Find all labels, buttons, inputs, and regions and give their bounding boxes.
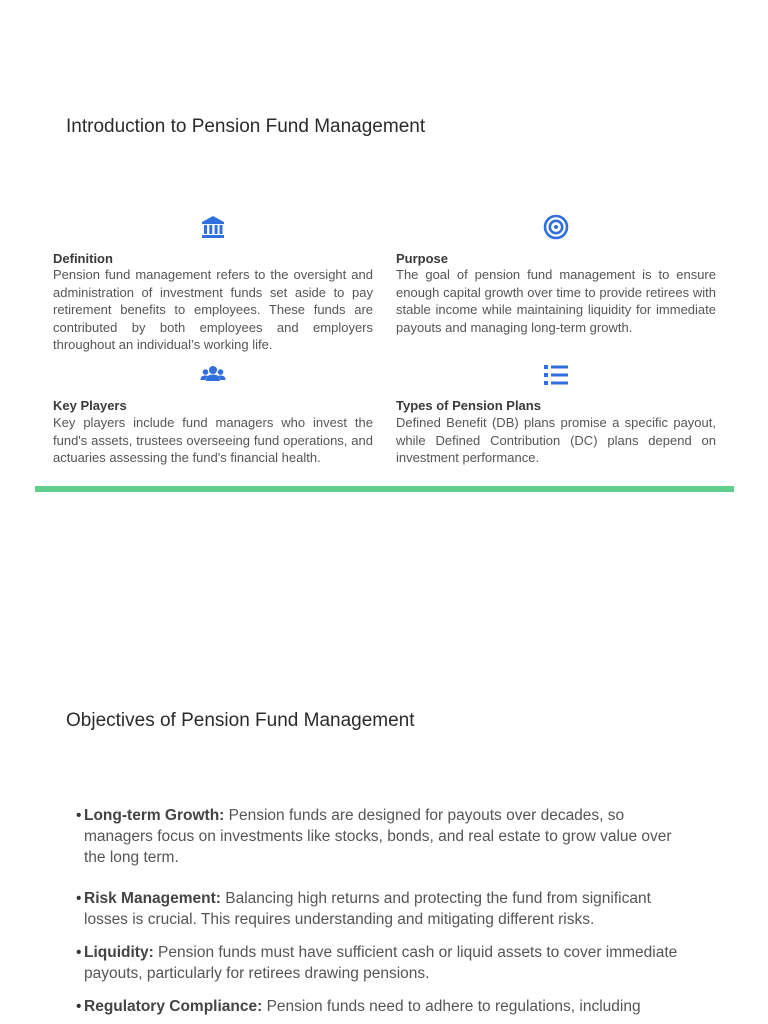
objectives-list	[76, 805, 696, 1017]
card-heading: Definition	[53, 251, 113, 266]
objective-text: Pension funds need to adhere to regulations, including	[262, 998, 641, 1015]
bullet: •	[76, 890, 82, 907]
accent-divider	[35, 486, 734, 492]
objective-text: Pension funds are designed for payouts over decades, so managers focus on investments like stocks, bonds, and real estate to grow value over the long term.	[84, 807, 672, 866]
list-item	[76, 805, 696, 868]
bank-icon	[200, 214, 226, 240]
objective-term: Regulatory Compliance:	[84, 998, 263, 1015]
card-types-of-plans	[396, 360, 716, 490]
objective-text: Pension funds must have sufficient cash or liquid assets to cover immediate payouts, particularly for retirees drawing pensions.	[84, 944, 678, 982]
objective-term: Risk Management:	[84, 890, 221, 907]
card-heading: Types of Pension Plans	[396, 398, 541, 413]
objective-text: Balancing high returns and protecting the fund from significant losses is crucial. This requires understanding and mitigating different risks.	[84, 890, 651, 928]
bullet: •	[76, 998, 82, 1015]
card-purpose	[396, 210, 716, 360]
slide-title-introduction: Introduction to Pension Fund Management	[66, 116, 426, 137]
target-icon	[543, 214, 569, 240]
card-key-players	[53, 360, 373, 490]
card-text: Pension fund management refers to the oversight and administration of investment funds set aside to pay retirement benefits to employees. These funds are contributed by both employees and employers throughout an individual’s working life.	[53, 267, 373, 352]
users-icon	[200, 362, 226, 388]
card-text: The goal of pension fund management is to ensure enough capital growth over time to provide retirees with stable income while maintaining liquidity for immediate payouts and managing long-term growth.	[396, 267, 716, 335]
list-icon	[543, 362, 569, 388]
list-item	[76, 942, 696, 984]
card-text: Key players include fund managers who invest the fund's assets, trustees overseeing fund operations, and actuaries assessing the fund's financial health.	[53, 415, 373, 465]
slide-title-objectives: Objectives of Pension Fund Management	[66, 710, 415, 731]
bullet: •	[76, 807, 82, 824]
card-heading: Purpose	[396, 251, 449, 266]
objective-term: Long-term Growth:	[84, 807, 225, 824]
card-heading: Key Players	[53, 398, 127, 413]
list-item	[76, 888, 696, 930]
list-item	[76, 996, 696, 1017]
card-definition	[53, 210, 373, 360]
objective-term: Liquidity:	[84, 944, 154, 961]
card-text: Defined Benefit (DB) plans promise a specific payout, while Defined Contribution (DC) plans depend on investment performance.	[396, 415, 716, 465]
bullet: •	[76, 944, 82, 961]
